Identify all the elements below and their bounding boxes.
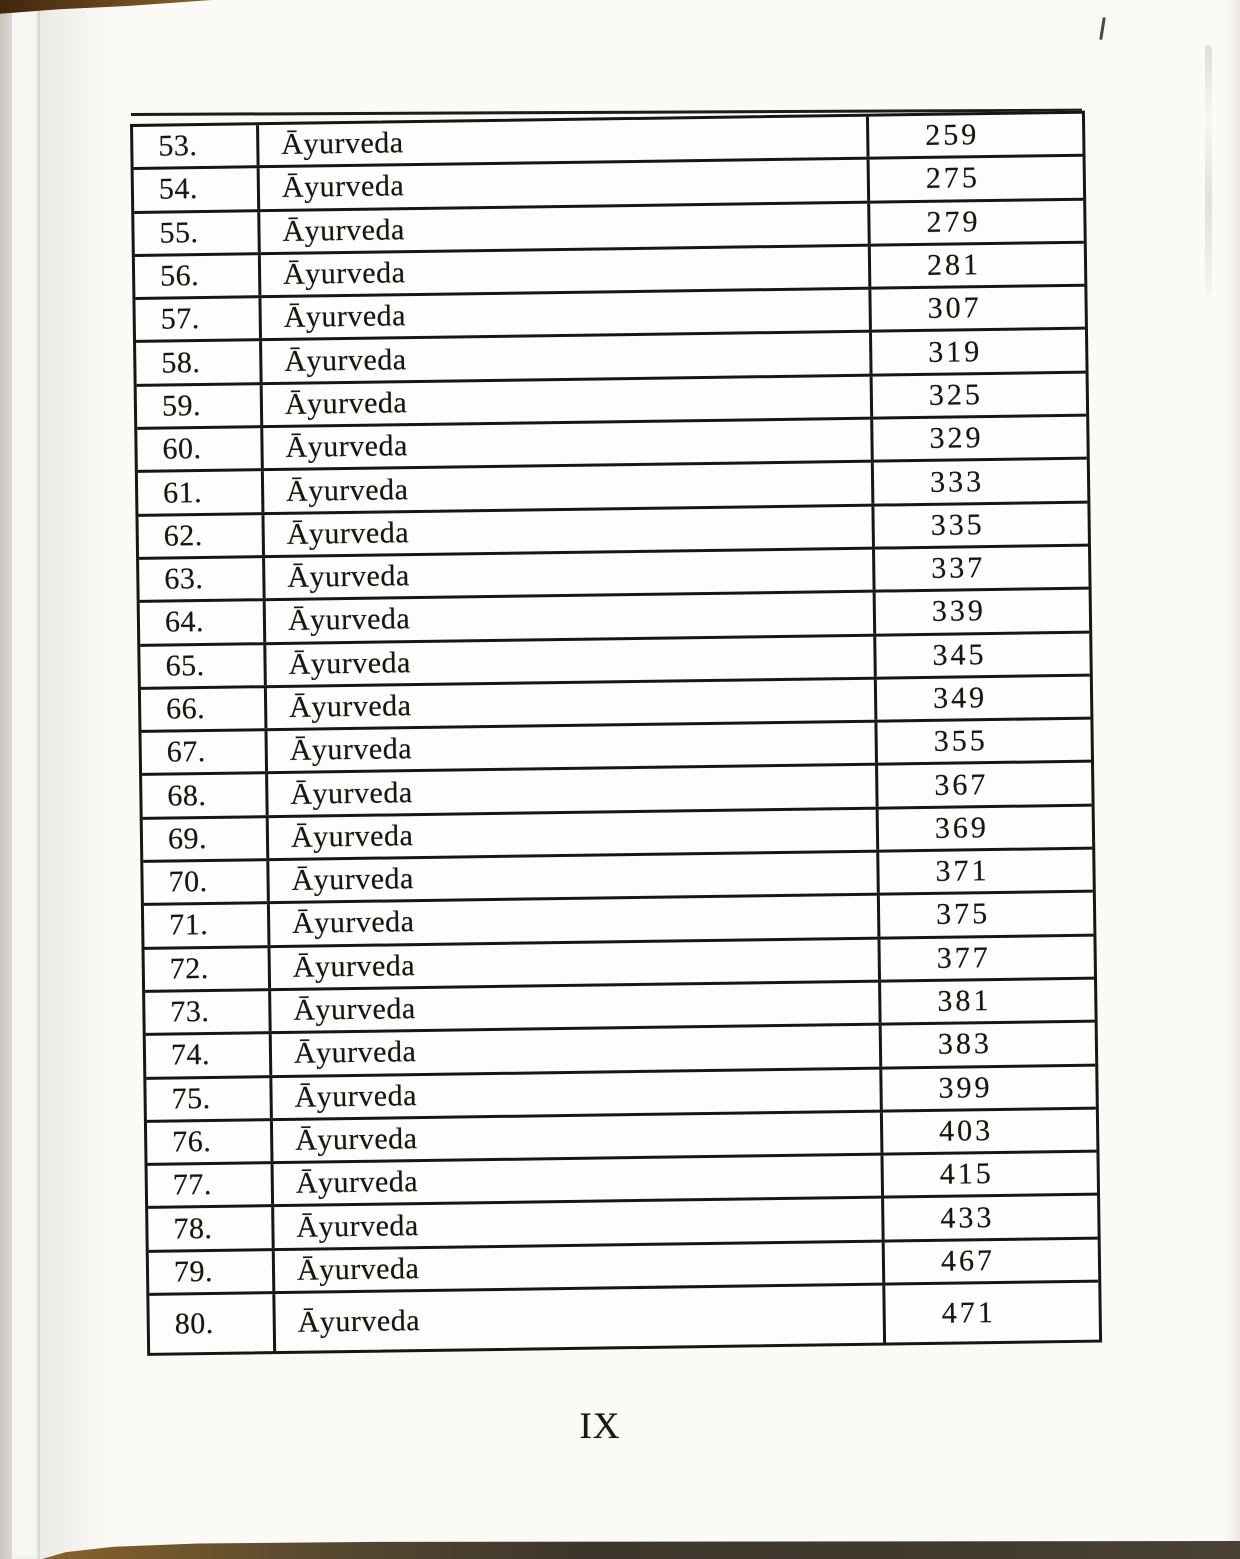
cell-serial: 59. bbox=[137, 385, 264, 427]
cell-serial: 77. bbox=[148, 1164, 275, 1206]
cell-serial: 60. bbox=[137, 428, 264, 470]
cell-title: Āyurveda bbox=[269, 809, 880, 858]
cell-title: Āyurveda bbox=[261, 290, 872, 339]
cell-title: Āyurveda bbox=[273, 1112, 884, 1161]
cell-page: 333 bbox=[929, 464, 985, 499]
cell-title: Āyurveda bbox=[267, 679, 878, 728]
page-left-edge-shadow bbox=[0, 0, 12, 1559]
cell-serial: 63. bbox=[139, 558, 266, 600]
cell-page: 279 bbox=[926, 204, 981, 239]
cell-serial: 75. bbox=[146, 1078, 273, 1120]
book-bottom-edge bbox=[42, 1541, 1240, 1559]
pen-tick-mark bbox=[1099, 17, 1106, 40]
page-right-edge-fade bbox=[1224, 0, 1240, 1559]
cell-serial: 57. bbox=[135, 298, 262, 340]
cell-serial: 74. bbox=[146, 1034, 273, 1076]
cell-title: Āyurveda bbox=[269, 853, 880, 902]
cell-title: Āyurveda bbox=[270, 896, 881, 945]
cell-serial: 56. bbox=[135, 255, 262, 297]
cell-serial: 53. bbox=[133, 125, 260, 167]
cell-serial: 65. bbox=[140, 645, 267, 687]
cell-serial: 70. bbox=[143, 861, 270, 903]
cell-title: Āyurveda bbox=[260, 203, 871, 252]
cell-title: Āyurveda bbox=[259, 117, 870, 166]
cell-title: Āyurveda bbox=[265, 550, 876, 599]
cell-serial: 76. bbox=[147, 1121, 274, 1163]
cell-page: 349 bbox=[932, 681, 988, 715]
cell-page: 377 bbox=[936, 940, 991, 975]
cell-title: Āyurveda bbox=[268, 766, 879, 815]
cell-page: 367 bbox=[934, 767, 989, 802]
cell-serial: 62. bbox=[138, 515, 265, 557]
cell-title: Āyurveda bbox=[275, 1242, 886, 1291]
cell-title: Āyurveda bbox=[272, 1069, 883, 1118]
page-left-edge-fade bbox=[40, 0, 115, 1559]
scan-smudge bbox=[1205, 45, 1212, 295]
cell-title: Āyurveda bbox=[260, 160, 871, 209]
cell-serial: 78. bbox=[148, 1208, 275, 1250]
cell-page: 345 bbox=[932, 637, 987, 672]
cell-title: Āyurveda bbox=[267, 723, 878, 772]
cell-title: Āyurveda bbox=[266, 593, 877, 642]
table-row bbox=[149, 1283, 1099, 1353]
cell-page: 381 bbox=[937, 984, 992, 1018]
cell-title: Āyurveda bbox=[274, 1156, 885, 1205]
cell-serial: 54. bbox=[134, 168, 261, 210]
cell-page: 335 bbox=[930, 507, 985, 542]
cell-title: Āyurveda bbox=[266, 636, 877, 685]
cell-page: 307 bbox=[927, 291, 982, 326]
cell-title: Āyurveda bbox=[261, 247, 872, 296]
cell-page: 375 bbox=[935, 897, 991, 932]
cell-page: 433 bbox=[940, 1200, 995, 1235]
cell-serial: 55. bbox=[134, 212, 261, 254]
cell-serial: 64. bbox=[140, 601, 267, 643]
cell-title: Āyurveda bbox=[264, 506, 875, 555]
cell-serial: 72. bbox=[145, 948, 272, 990]
page-left-edge-highlight bbox=[12, 0, 40, 1559]
cell-page: 337 bbox=[931, 551, 986, 585]
cell-page: 329 bbox=[929, 421, 984, 456]
cell-title: Āyurveda bbox=[262, 333, 873, 382]
cell-serial: 71. bbox=[144, 904, 271, 946]
cell-page: 325 bbox=[928, 378, 984, 412]
cell-serial: 68. bbox=[142, 775, 269, 817]
page-number-folio: IX bbox=[579, 1406, 621, 1447]
cell-page: 259 bbox=[925, 118, 980, 153]
cell-page: 339 bbox=[931, 594, 987, 629]
cell-serial: 66. bbox=[141, 688, 268, 730]
cell-serial: 67. bbox=[142, 731, 269, 773]
cell-page: 281 bbox=[926, 248, 982, 282]
cell-page: 371 bbox=[935, 854, 990, 889]
cell-page: 403 bbox=[938, 1114, 994, 1148]
cell-page: 355 bbox=[933, 724, 988, 759]
cell-page: 319 bbox=[928, 334, 983, 369]
cell-title: Āyurveda bbox=[275, 1286, 886, 1352]
cell-serial: 58. bbox=[136, 342, 263, 384]
cell-title: Āyurveda bbox=[271, 983, 882, 1032]
cell-title: Āyurveda bbox=[274, 1199, 885, 1248]
cell-serial: 69. bbox=[143, 818, 270, 860]
cell-page: 383 bbox=[937, 1027, 993, 1062]
cell-title: Āyurveda bbox=[263, 420, 874, 469]
cell-serial: 61. bbox=[138, 472, 265, 514]
cell-serial: 80. bbox=[149, 1294, 276, 1353]
cell-serial: 73. bbox=[145, 991, 272, 1033]
cell-page: 415 bbox=[939, 1157, 994, 1192]
cell-title: Āyurveda bbox=[264, 463, 875, 512]
cell-page: 369 bbox=[934, 810, 990, 845]
cell-page: 471 bbox=[941, 1295, 996, 1330]
cell-page: 399 bbox=[938, 1070, 993, 1105]
cell-page: 467 bbox=[940, 1243, 996, 1278]
cell-title: Āyurveda bbox=[272, 1026, 883, 1075]
cell-title: Āyurveda bbox=[271, 939, 882, 988]
index-table bbox=[130, 111, 1102, 1356]
cell-title: Āyurveda bbox=[263, 376, 874, 425]
cell-serial: 79. bbox=[149, 1251, 276, 1293]
cell-page: 275 bbox=[925, 161, 981, 196]
